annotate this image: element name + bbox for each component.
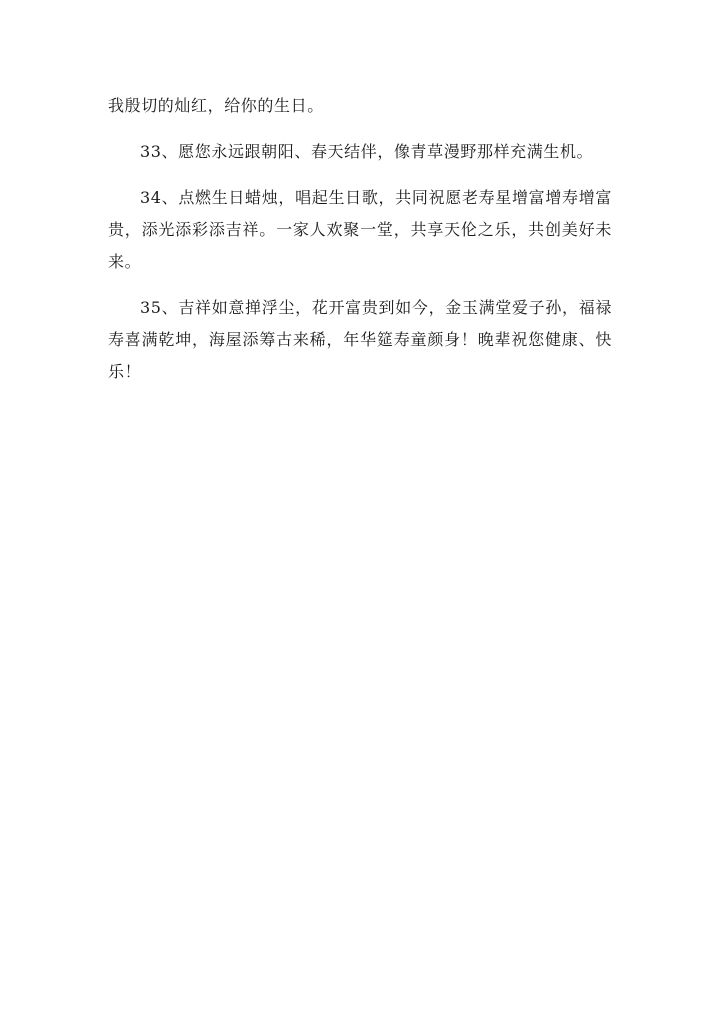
paragraph-wish-35: 35、吉祥如意掸浮尘，花开富贵到如今，金玉满堂爱子孙，福禄寿喜满乾坤，海屋添筹古来稀，年华筵寿童颜身！晚辈祝您健康、快乐！: [108, 298, 612, 381]
paragraph-wish-33: 33、愿您永远跟朝阳、春天结伴，像青草漫野那样充满生机。: [140, 142, 594, 161]
document-body: [108, 90, 612, 402]
paragraph-wish-34: 34、点燃生日蜡烛，唱起生日歌，共同祝愿老寿星增富增寿增富贵，添光添彩添吉祥。一家人欢聚一堂，共享天伦之乐，共创美好未来。: [108, 188, 612, 271]
paragraph-continued: 我殷切的灿红，给你的生日。: [108, 96, 324, 115]
